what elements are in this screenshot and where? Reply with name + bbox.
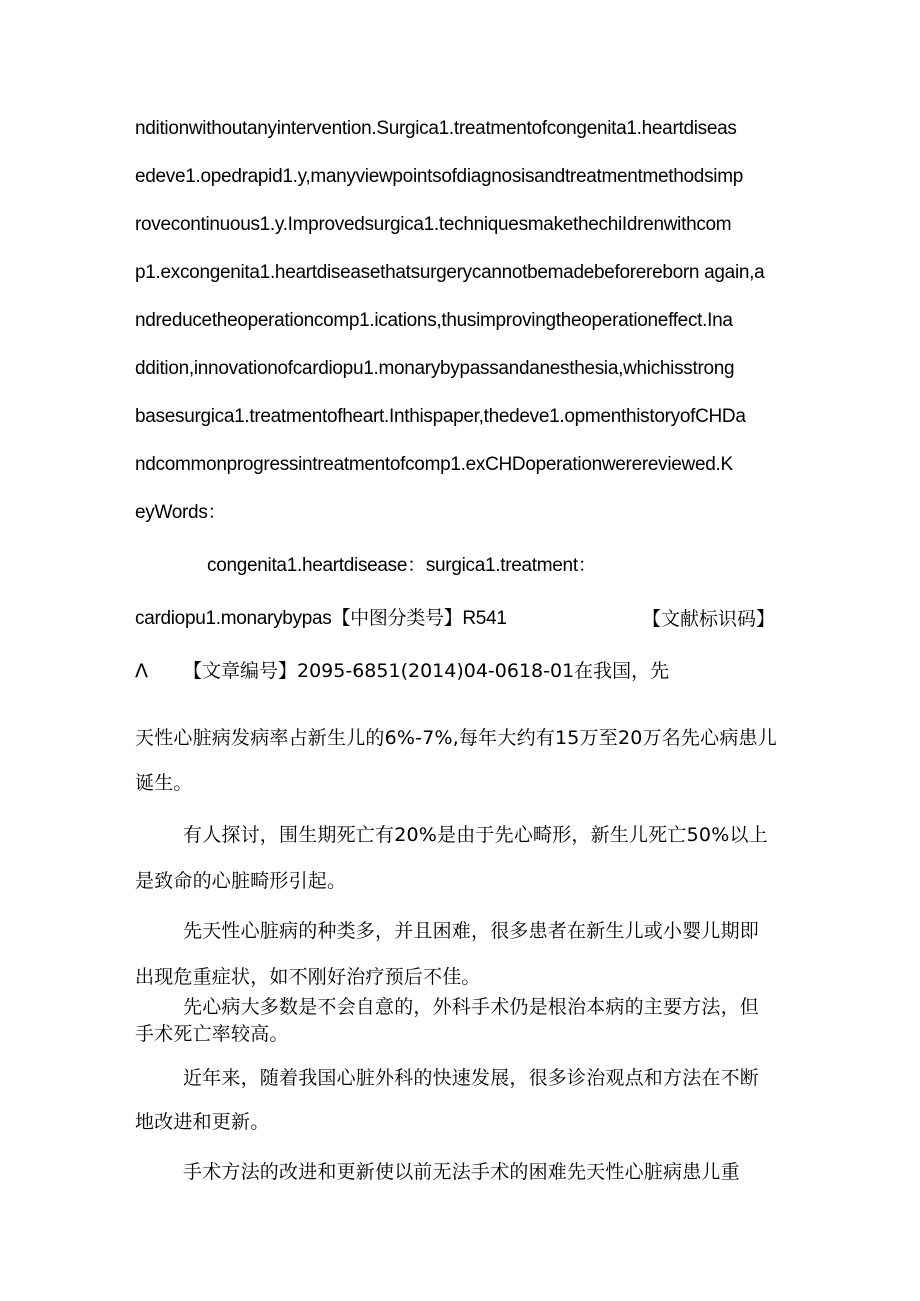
abstract-line: nditionwithoutanyintervention.Surgica1.treatmentofcongenita1.heartdiseas — [135, 118, 737, 139]
paragraph-line: 天性心脏病发病率占新生儿的6%-7%,每年大约有15万至20万名先心病患儿 — [135, 727, 777, 749]
paragraph-line: 近年来，随着我国心脏外科的快速发展，很多诊治观点和方法在不断 — [183, 1067, 760, 1089]
abstract-line: p1.excongenita1.heartdiseasethatsurgerycannotbemadebeforereborn again,a — [135, 262, 765, 283]
keywords-heading: eyWords： — [135, 502, 227, 523]
paragraph-line: 地改进和更新。 — [135, 1111, 270, 1133]
paragraph-line: 先心病大多数是不会自意的，外科手术仍是根治本病的主要方法，但 — [183, 996, 760, 1018]
abstract-line: edeve1.opedrapid1.y,manyviewpointsofdiagnosisandtreatmentmethodsimp — [135, 166, 743, 187]
paragraph-line: 手术死亡率较高。 — [135, 1023, 289, 1045]
paragraph-line: 有人探讨，围生期死亡有20%是由于先心畸形，新生儿死亡50%以上 — [183, 824, 768, 846]
abstract-line: ndcommonprogressintreatmentofcomp1.exCHDoperationwerereviewed.K — [135, 454, 733, 475]
abstract-line: rovecontinuous1.y.Improvedsurgica1.techniquesmakethechiIdrenwithcom — [135, 214, 732, 235]
paragraph-line: 出现危重症状，如不刚好治疗预后不佳。 — [135, 966, 481, 988]
abstract-line: ndreducetheoperationcomp1.ications,thusimprovingtheoperationeffect.Ina — [135, 310, 733, 331]
classification-line: cardiopu1.monarybypas【中图分类号】R541 — [135, 608, 507, 629]
paragraph-line: 先天性心脏病的种类多，并且困难，很多患者在新生儿或小婴儿期即 — [183, 920, 760, 942]
article-number-line: 【文章编号】2095-6851(2014)04-0618-01在我国，先 — [183, 660, 670, 682]
document-code-label: 【文献标识码】 — [642, 608, 776, 630]
document-code-value: Λ — [135, 660, 148, 682]
abstract-line: ddition,innovationofcardiopu1.monarybypassandanesthesia,whichisstrong — [135, 358, 735, 379]
paragraph-line: 是致命的心脏畸形引起。 — [135, 870, 347, 892]
abstract-line: basesurgica1.treatmentofheart.Inthispaper,thedeve1.opmenthistoryofCHDa — [135, 406, 746, 427]
paragraph-line: 手术方法的改进和更新使以前无法手术的困难先天性心脏病患儿重 — [183, 1161, 740, 1183]
keywords-line: congenita1.heartdisease：surgica1.treatment： — [207, 555, 597, 576]
paragraph-line: 诞生。 — [135, 772, 193, 794]
